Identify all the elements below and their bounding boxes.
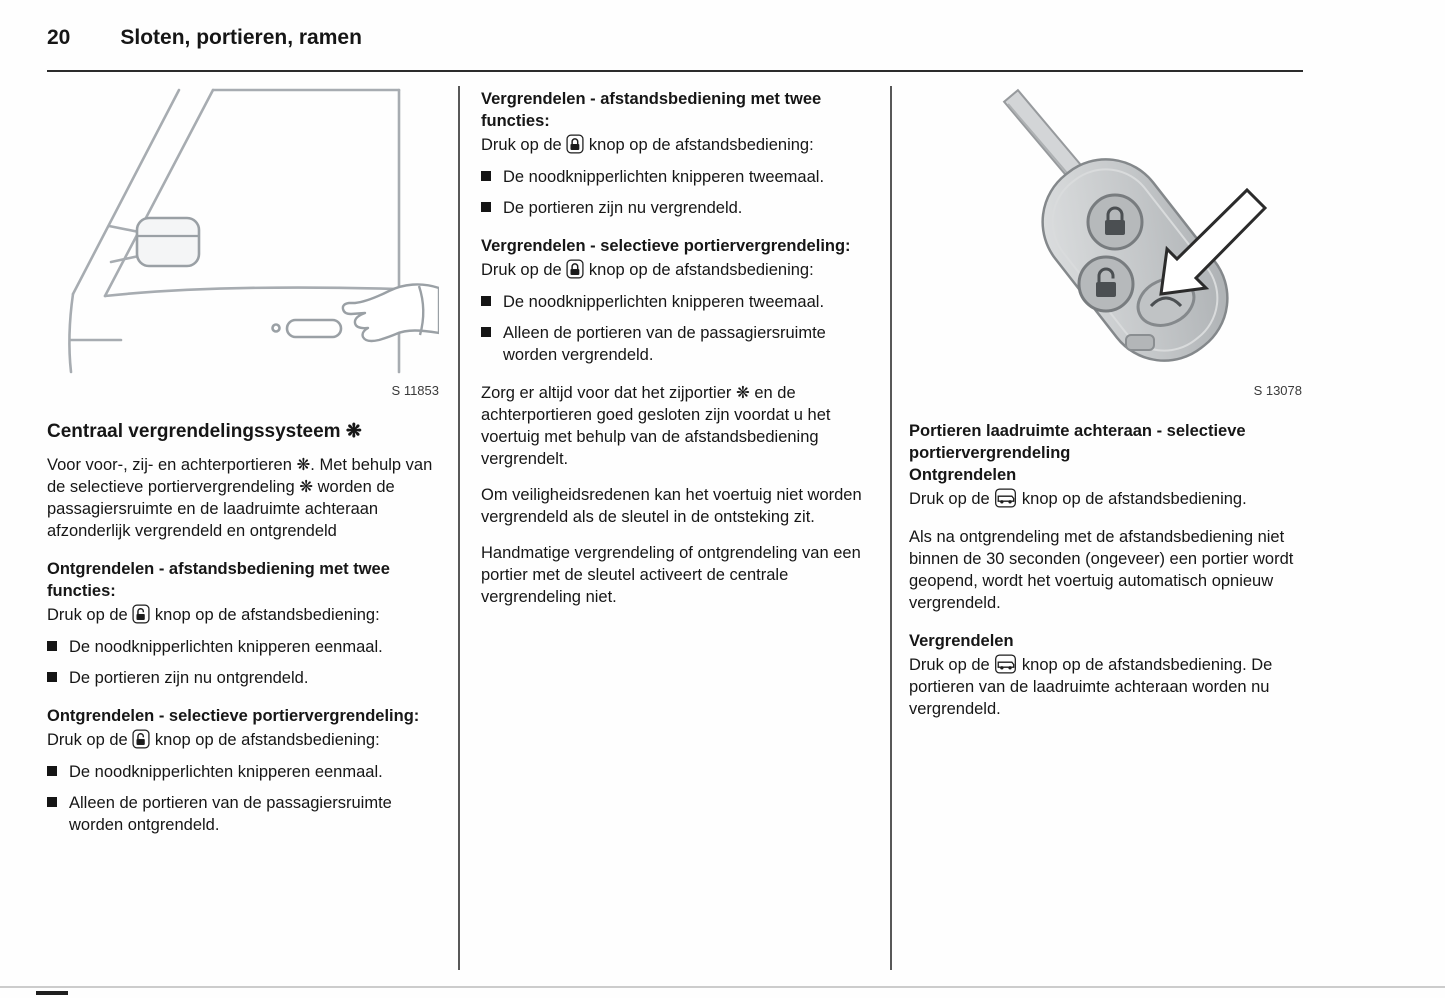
column-middle [481,88,866,618]
action-text: knop op de afstandsbediening: [588,136,814,154]
fob-detail [1126,335,1154,350]
door-handle-icon [273,320,342,337]
subsection-heading: Ontgrendelen - afstandsbediening met twee functies: [47,560,390,600]
door-figure [47,88,439,402]
bullet-list [481,291,866,366]
action-line [47,729,439,751]
page-title: Sloten, portieren, ramen [120,26,362,49]
bullet-square-icon [481,327,491,337]
subsection-heading: Vergrendelen - afstandsbediening met twee functies: [481,90,822,130]
subsection-heading: Portieren laadruimte achteraan - selectieve portiervergrendeling [909,422,1246,462]
page-header [47,26,362,50]
bullet-text: De portieren zijn nu vergrendeld. [503,199,743,217]
column-right [909,88,1302,720]
subsection-heading: Vergrendelen [909,632,1014,650]
bullet-square-icon [47,672,57,682]
action-text: knop op de afstandsbediening. [1021,490,1247,508]
closed-padlock-button-icon [566,134,584,154]
list-item [481,197,866,219]
action-text: knop op de afstandsbediening: [154,606,380,624]
list-item [481,322,866,366]
open-padlock-button-icon [132,604,150,624]
bullet-square-icon [47,641,57,651]
bullet-square-icon [481,171,491,181]
bullet-text: De portieren zijn nu ontgrendeld. [69,669,309,687]
list-item [47,636,439,658]
figure-caption: S 13078 [1253,383,1302,398]
figure-caption: S 11853 [391,383,439,398]
list-item [47,667,439,689]
action-line [481,259,866,281]
column-divider-right [890,86,892,970]
bullet-square-icon [481,296,491,306]
page-bottom-rule [0,986,1445,988]
cargo-doors-button-icon [994,488,1017,508]
bullet-square-icon [47,766,57,776]
list-item [481,166,866,188]
unlock-button-icon [1079,257,1133,311]
subsection-heading: Ontgrendelen - selectieve portiervergrendeling: [47,707,420,725]
note-paragraph: Als na ontgrendeling met de afstandsbediening niet binnen de 30 seconden (ongeveer) een portier wordt geopend, wordt het voertuig automatisch opnieuw vergrendeld. [909,528,1294,612]
action-line [909,654,1302,720]
action-line [47,604,439,626]
intro-paragraph: Voor voor-, zij- en achterportieren ❋. Met behulp van de selectieve portiervergrendeling ❋ worden de passagiersruimte en de laadruimte achteraan afzonderlijk vergrendeld en ontgrendeld [47,456,433,540]
action-text: knop op de afstandsbediening: [154,731,380,749]
action-text: Druk op de [47,731,128,749]
note-paragraph: Om veiligheidsredenen kan het voertuig niet worden vergrendeld als de sleutel in de ontsteking zit. [481,486,862,526]
action-text: Druk op de [481,136,562,154]
action-text: Druk op de [909,490,990,508]
side-mirror-icon [137,218,199,266]
bullet-text: De noodknipperlichten knipperen tweemaal. [503,168,825,186]
bullet-text: Alleen de portieren van de passagiersruimte worden ontgrendeld. [69,794,392,834]
action-line [481,134,866,156]
open-padlock-button-icon [132,729,150,749]
action-text: Druk op de [481,261,562,279]
closed-padlock-button-icon [566,259,584,279]
remote-key-figure [909,88,1302,402]
car-door-illustration [47,88,439,376]
hand-icon [343,284,439,341]
section-title: Centraal vergrendelingssysteem ❋ [47,421,362,442]
bullet-list [47,636,439,689]
subsection-heading: Ontgrendelen [909,466,1017,484]
list-item [47,792,439,836]
list-item [481,291,866,313]
bullet-text: De noodknipperlichten knipperen eenmaal. [69,763,383,781]
subsection-heading: Vergrendelen - selectieve portiervergrendeling: [481,237,851,255]
bullet-square-icon [47,797,57,807]
column-divider-left [458,86,460,970]
header-rule [47,70,1303,72]
column-left [47,88,439,845]
lock-button-icon [1088,195,1142,249]
bullet-text: De noodknipperlichten knipperen eenmaal. [69,638,383,656]
action-text: Druk op de [47,606,128,624]
bullet-text: De noodknipperlichten knipperen tweemaal. [503,293,825,311]
action-line [909,488,1302,510]
bullet-text: Alleen de portieren van de passagiersruimte worden vergrendeld. [503,324,826,364]
action-text: knop op de afstandsbediening. De portieren van de laadruimte achteraan worden nu vergrendeld. [909,656,1273,718]
note-paragraph: Zorg er altijd voor dat het zijportier ❋ en de achterportieren goed gesloten zijn voordat u het voertuig met behulp van de afstandsbediening vergrendelt. [481,384,831,468]
remote-key-illustration [909,88,1302,376]
bullet-list [481,166,866,219]
cargo-doors-button-icon [994,654,1017,674]
action-text: knop op de afstandsbediening: [588,261,814,279]
note-paragraph: Handmatige vergrendeling of ontgrendeling van een portier met de sleutel activeert de centrale vergrendeling niet. [481,544,861,606]
list-item [47,761,439,783]
page-number: 20 [47,26,71,49]
bullet-square-icon [481,202,491,212]
action-text: Druk op de [909,656,990,674]
bullet-list [47,761,439,836]
page-edge-mark [36,991,68,995]
